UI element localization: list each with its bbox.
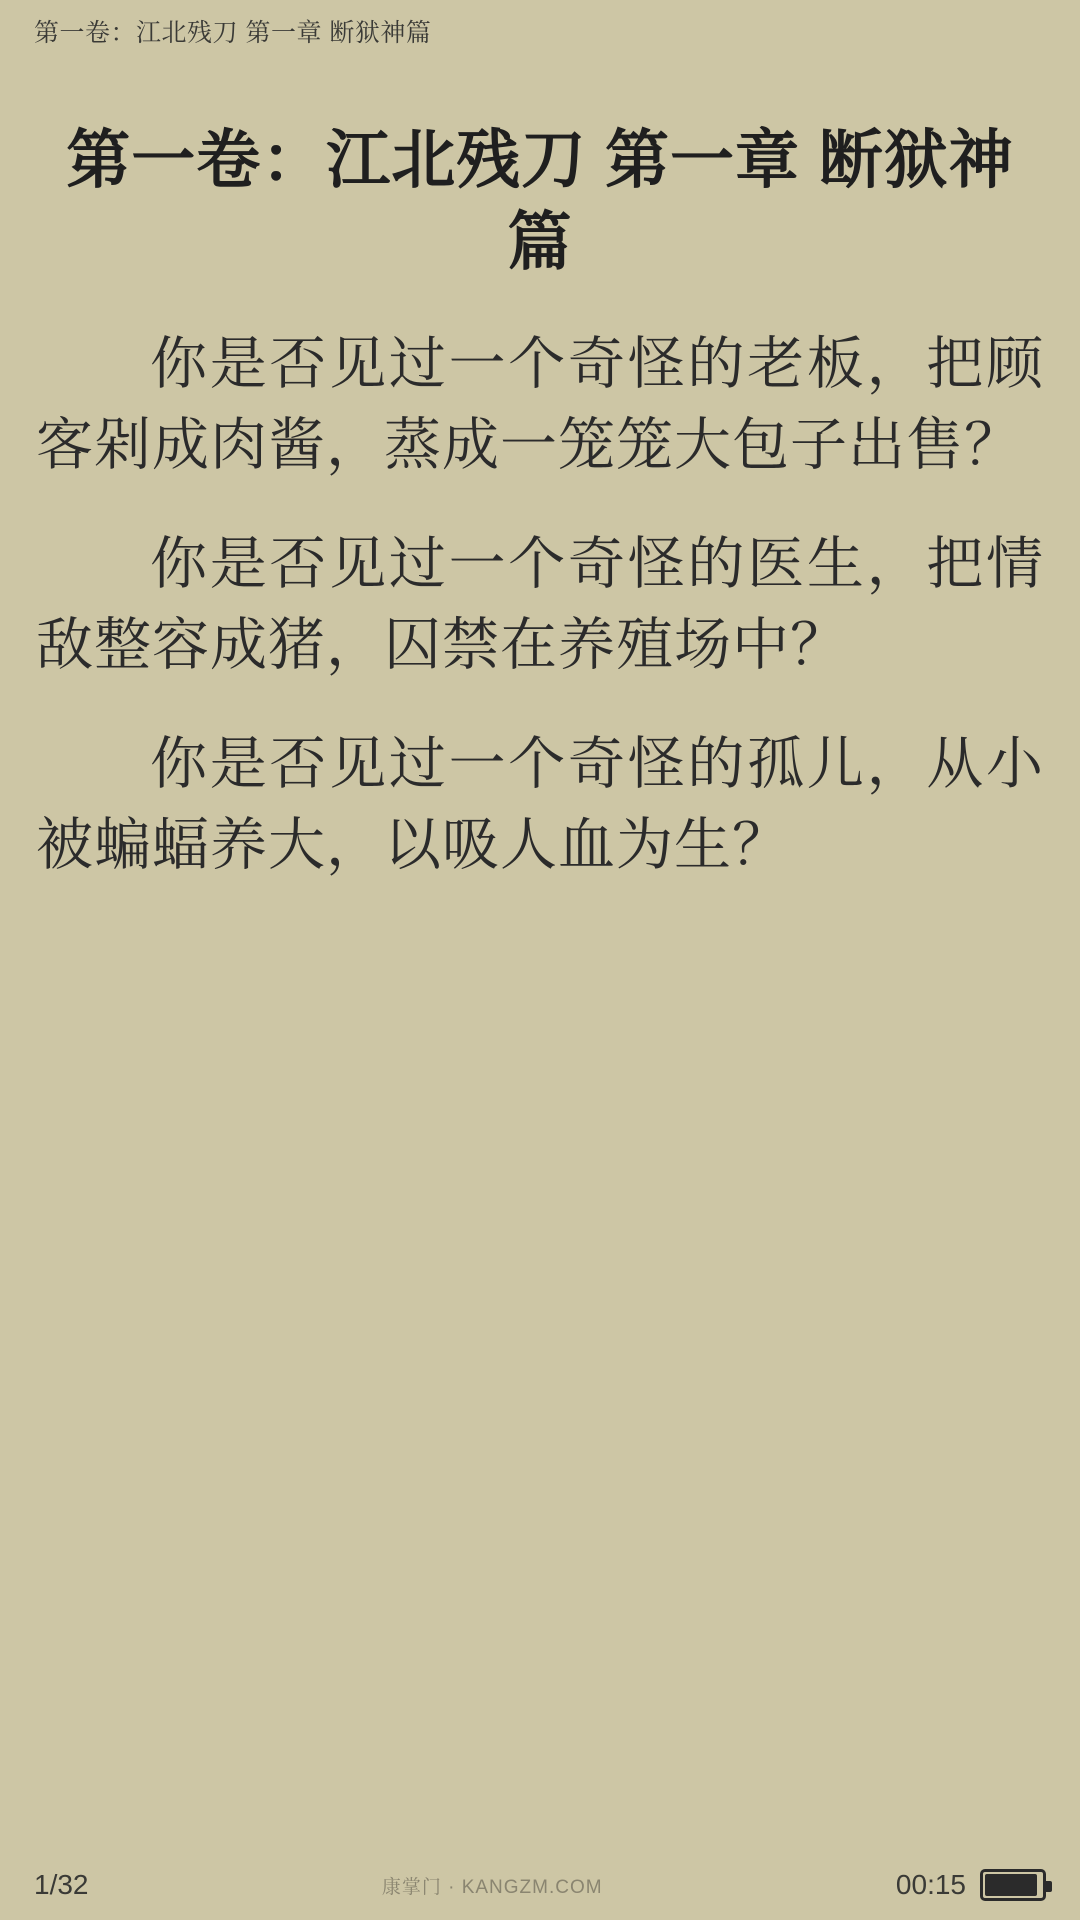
battery-icon (980, 1869, 1046, 1901)
battery-fill (985, 1874, 1037, 1896)
site-watermark: 康掌门 · KANGZM.COM (381, 1876, 603, 1898)
header-chapter-title: 第一卷：江北残刀 第一章 断狱神篇 (34, 19, 432, 47)
page-title: 第一卷：江北残刀 第一章 断狱神篇 (66, 124, 1014, 278)
page-indicator: 1/32 (34, 1869, 89, 1900)
footer-bar (0, 1850, 1080, 1920)
paragraph: 你是否见过一个奇怪的医生，把情敌整容成猪，囚禁在养殖场中？ (36, 531, 1044, 677)
status-area (896, 1869, 1046, 1901)
chapter-content (36, 120, 1044, 923)
clock: 00:15 (895, 1869, 966, 1900)
paragraph: 你是否见过一个奇怪的老板，把顾客剁成肉酱，蒸成一笼笼大包子出售？ (36, 331, 1044, 477)
paragraph: 你是否见过一个奇怪的孤儿，从小被蝙蝠养大，以吸人血为生？ (36, 731, 1044, 877)
header-bar (0, 0, 1080, 62)
